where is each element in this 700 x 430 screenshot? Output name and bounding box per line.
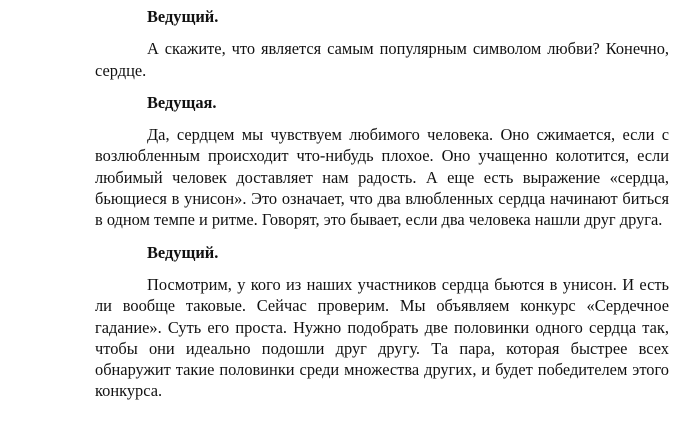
paragraph: А скажите, что является самым популярным символом любви? Конечно, сердце. <box>95 39 669 80</box>
paragraph: Посмотрим, у кого из наших участников сердца бьются в унисон. И есть ли вообще таковые. Сейчас проверим. Мы объявляем конкурс «Сердечное гадание». Суть его проста. Нужно подобрать две половинки одного сердца так, чтобы они идеально подошли друг другу. Та пара, которая быстрее всех обнаружит такие половинки среди множества других, и будет победителем этого конкурса. <box>95 274 669 401</box>
paragraph: Да, сердцем мы чувствуем любимого человека. Оно сжимается, если с возлюбленным происходит что-нибудь плохое. Оно учащенно колотится, если любимый человек доставляет нам радость. А еще есть выражение «сердца, бьющиеся в унисон». Это означает, что два влюбленных сердца начинают биться в одном темпе и ритме. Говорят, это бывает, если два человека нашли друг друга. <box>95 125 669 230</box>
document-page <box>95 6 669 413</box>
speaker-label: Ведущий. <box>147 242 219 262</box>
speaker-label: Ведущий. <box>147 7 219 26</box>
speaker-label: Ведущая. <box>147 92 217 112</box>
